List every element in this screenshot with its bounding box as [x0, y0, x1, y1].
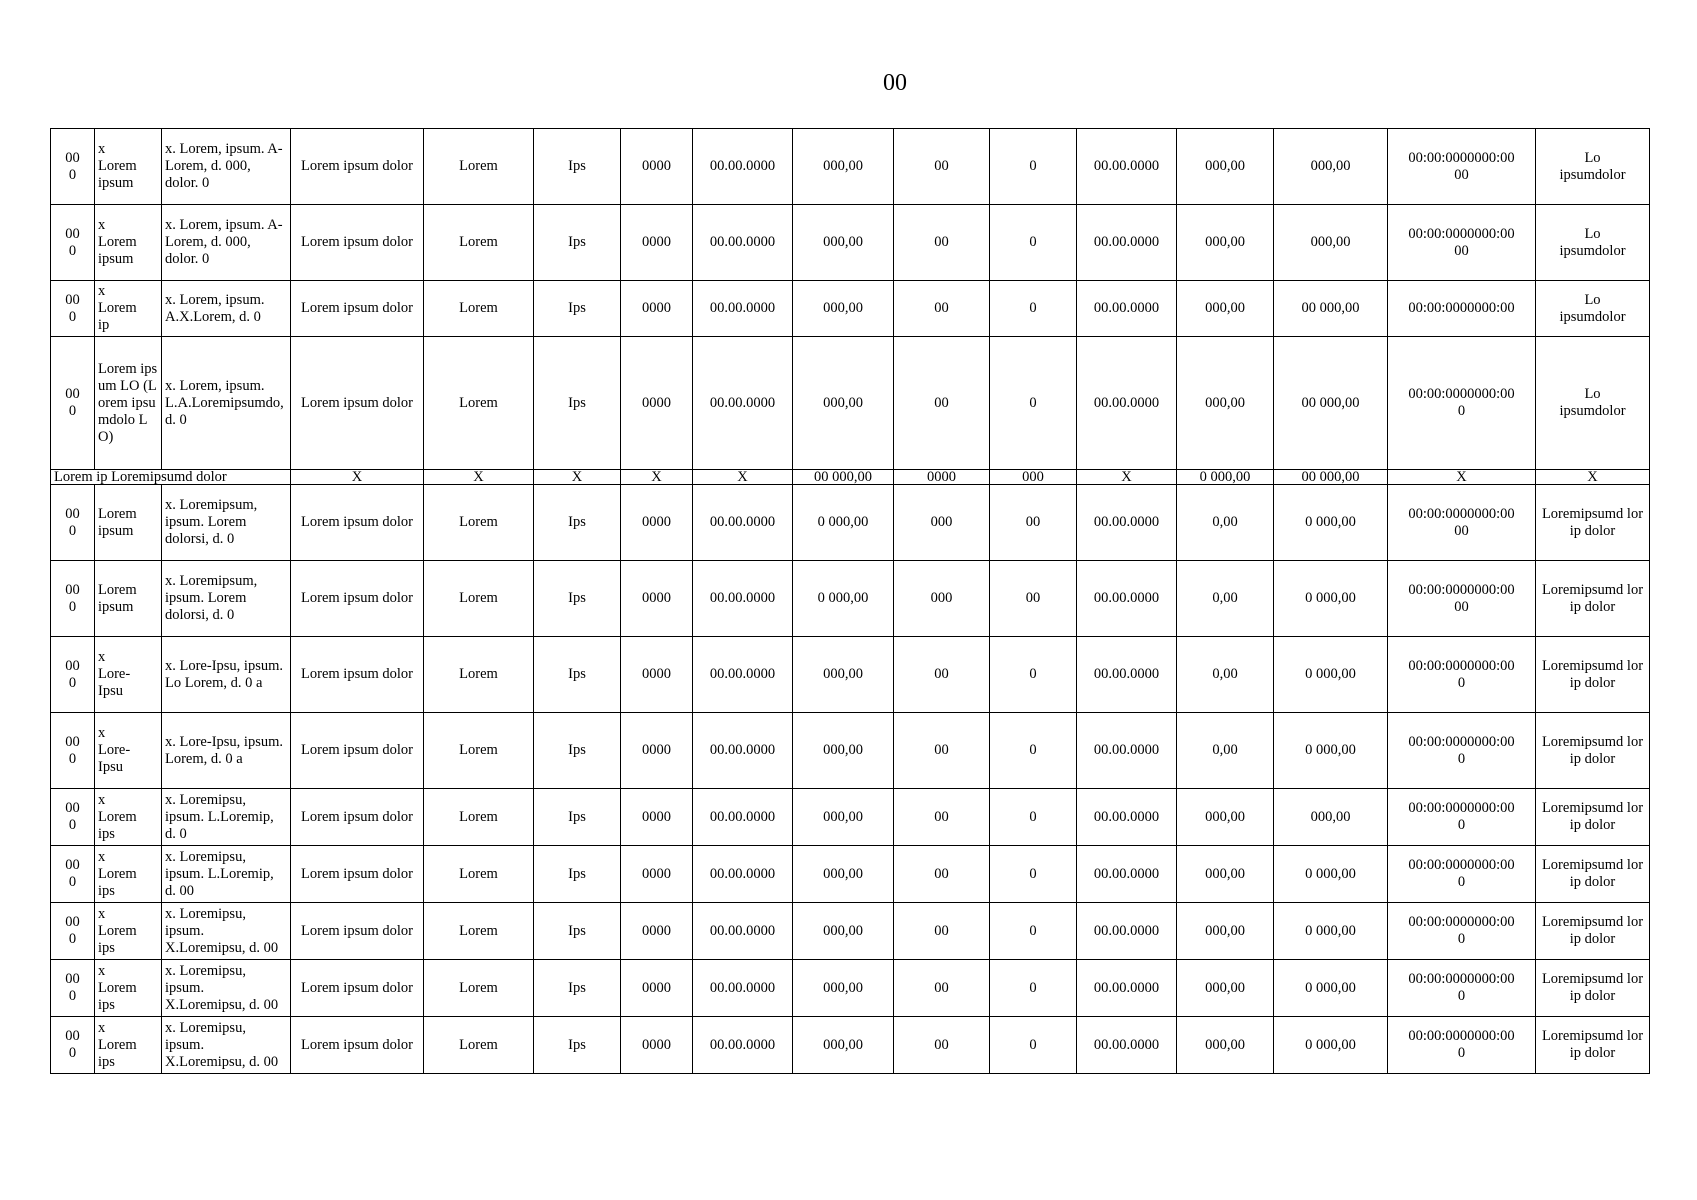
- cell-area-resettled: 000,00: [1177, 789, 1274, 846]
- cell-land-status: Lo ipsumdolor: [1536, 337, 1650, 470]
- cell-cadastral-number: 00:00:0000000:00 0: [1388, 789, 1536, 846]
- cell-land-status: Loremipsumd lor ip dolor: [1536, 846, 1650, 903]
- cell-resettlement-deadline: 00.00.0000: [1077, 561, 1177, 637]
- cell-address: x. Loremipsum, ipsum. Lorem dolorsi, d. 0: [162, 485, 291, 561]
- cell-build-year: 0000: [621, 485, 693, 561]
- cell-apartments: 0: [990, 337, 1077, 470]
- cell-cost: 0 000,00: [1274, 485, 1388, 561]
- total-date: X: [693, 470, 793, 485]
- cell-cadastral-number: 00:00:0000000:00 0: [1388, 713, 1536, 789]
- cell-apartments: 0: [990, 960, 1077, 1017]
- cell-row-number: 00 0: [51, 846, 95, 903]
- cell-residents: 00: [894, 1017, 990, 1074]
- cell-row-number: 00 0: [51, 281, 95, 337]
- cell-recognition-date: 00.00.0000: [693, 637, 793, 713]
- cell-row-number: 00 0: [51, 129, 95, 205]
- cell-recognition-date: 00.00.0000: [693, 337, 793, 470]
- total-area2: 0 000,00: [1177, 470, 1274, 485]
- cell-row-number: 00 0: [51, 637, 95, 713]
- cell-residents: 00: [894, 637, 990, 713]
- cell-row-number: 00 0: [51, 713, 95, 789]
- cell-row-number: 00 0: [51, 485, 95, 561]
- cell-residents: 00: [894, 903, 990, 960]
- cell-row-number: 00 0: [51, 1017, 95, 1074]
- cell-building-type: Lorem ipsum dolor: [291, 903, 424, 960]
- cell-recognition-date: 00.00.0000: [693, 129, 793, 205]
- cell-area-resettled: 000,00: [1177, 1017, 1274, 1074]
- cell-residents: 00: [894, 281, 990, 337]
- cell-build-year: 0000: [621, 903, 693, 960]
- cell-resettlement-deadline: 00.00.0000: [1077, 281, 1177, 337]
- cell-flag: Ips: [534, 846, 621, 903]
- cell-area-resettled: 0,00: [1177, 637, 1274, 713]
- cell-build-year: 0000: [621, 846, 693, 903]
- cell-build-year: 0000: [621, 713, 693, 789]
- cell-apartments: 0: [990, 205, 1077, 281]
- cell-area-resettled: 0,00: [1177, 561, 1274, 637]
- cell-build-year: 0000: [621, 960, 693, 1017]
- cell-total-area: 000,00: [793, 205, 894, 281]
- cell-resettlement-deadline: 00.00.0000: [1077, 789, 1177, 846]
- cell-cost: 00 000,00: [1274, 337, 1388, 470]
- cell-area-resettled: 000,00: [1177, 903, 1274, 960]
- cell-condition: Lorem: [424, 281, 534, 337]
- cell-address: x. Lore-Ipsu, ipsum. Lorem, d. 0 a: [162, 713, 291, 789]
- cell-flag: Ips: [534, 903, 621, 960]
- cell-settlement: x Lore- Ipsu: [95, 637, 162, 713]
- total-area: 00 000,00: [793, 470, 894, 485]
- cell-apartments: 0: [990, 903, 1077, 960]
- cell-apartments: 0: [990, 1017, 1077, 1074]
- cell-condition: Lorem: [424, 485, 534, 561]
- cell-residents: 00: [894, 205, 990, 281]
- cell-building-type: Lorem ipsum dolor: [291, 485, 424, 561]
- cell-settlement: x Lorem ips: [95, 846, 162, 903]
- cell-area-resettled: 0,00: [1177, 485, 1274, 561]
- cell-settlement: x Lorem ips: [95, 903, 162, 960]
- cell-row-number: 00 0: [51, 903, 95, 960]
- table-row: [51, 713, 1650, 789]
- cell-address: x. Loremipsu, ipsum. X.Loremipsu, d. 00: [162, 960, 291, 1017]
- total-type: X: [291, 470, 424, 485]
- total-deadline: X: [1077, 470, 1177, 485]
- cell-row-number: 00 0: [51, 337, 95, 470]
- cell-settlement: x Lorem ipsum: [95, 205, 162, 281]
- cell-address: x. Loremipsu, ipsum. X.Loremipsu, d. 00: [162, 903, 291, 960]
- cell-recognition-date: 00.00.0000: [693, 205, 793, 281]
- cell-apartments: 0: [990, 129, 1077, 205]
- cell-cadastral-number: 00:00:0000000:00: [1388, 281, 1536, 337]
- total-status: X: [1536, 470, 1650, 485]
- cell-row-number: 00 0: [51, 561, 95, 637]
- cell-building-type: Lorem ipsum dolor: [291, 960, 424, 1017]
- cell-land-status: Loremipsumd lor ip dolor: [1536, 637, 1650, 713]
- cell-apartments: 0: [990, 713, 1077, 789]
- cell-apartments: 0: [990, 846, 1077, 903]
- cell-flag: Ips: [534, 485, 621, 561]
- rows-group-total: [51, 470, 1650, 485]
- cell-build-year: 0000: [621, 205, 693, 281]
- cell-condition: Lorem: [424, 960, 534, 1017]
- cell-apartments: 00: [990, 485, 1077, 561]
- cell-flag: Ips: [534, 960, 621, 1017]
- cell-land-status: Loremipsumd lor ip dolor: [1536, 903, 1650, 960]
- cell-settlement: x Lorem ip: [95, 281, 162, 337]
- table-row: [51, 846, 1650, 903]
- cell-address: x. Loremipsu, ipsum. X.Loremipsu, d. 00: [162, 1017, 291, 1074]
- cell-residents: 00: [894, 337, 990, 470]
- cell-total-area: 000,00: [793, 337, 894, 470]
- cell-recognition-date: 00.00.0000: [693, 485, 793, 561]
- cell-recognition-date: 00.00.0000: [693, 960, 793, 1017]
- cell-condition: Lorem: [424, 129, 534, 205]
- cell-total-area: 0 000,00: [793, 485, 894, 561]
- cell-area-resettled: 000,00: [1177, 281, 1274, 337]
- cell-residents: 000: [894, 561, 990, 637]
- total-cadastral: X: [1388, 470, 1536, 485]
- cell-cost: 0 000,00: [1274, 637, 1388, 713]
- cell-condition: Lorem: [424, 903, 534, 960]
- cell-building-type: Lorem ipsum dolor: [291, 205, 424, 281]
- cell-cost: 00 000,00: [1274, 281, 1388, 337]
- total-year: X: [621, 470, 693, 485]
- cell-recognition-date: 00.00.0000: [693, 846, 793, 903]
- table-row: [51, 1017, 1650, 1074]
- total-condition: X: [424, 470, 534, 485]
- cell-cost: 0 000,00: [1274, 713, 1388, 789]
- cell-cadastral-number: 00:00:0000000:00 0: [1388, 337, 1536, 470]
- table-row: [51, 903, 1650, 960]
- cell-build-year: 0000: [621, 1017, 693, 1074]
- table-row: [51, 960, 1650, 1017]
- cell-apartments: 00: [990, 561, 1077, 637]
- cell-cadastral-number: 00:00:0000000:00 0: [1388, 960, 1536, 1017]
- cell-residents: 00: [894, 960, 990, 1017]
- cell-flag: Ips: [534, 281, 621, 337]
- cell-condition: Lorem: [424, 1017, 534, 1074]
- cell-condition: Lorem: [424, 846, 534, 903]
- cell-condition: Lorem: [424, 713, 534, 789]
- cell-row-number: 00 0: [51, 960, 95, 1017]
- cell-build-year: 0000: [621, 281, 693, 337]
- cell-build-year: 0000: [621, 789, 693, 846]
- cell-cadastral-number: 00:00:0000000:00 00: [1388, 205, 1536, 281]
- cell-building-type: Lorem ipsum dolor: [291, 281, 424, 337]
- cell-build-year: 0000: [621, 561, 693, 637]
- cell-land-status: Lo ipsumdolor: [1536, 281, 1650, 337]
- cell-land-status: Loremipsumd lor ip dolor: [1536, 713, 1650, 789]
- cell-cost: 0 000,00: [1274, 561, 1388, 637]
- table-row: [51, 637, 1650, 713]
- cell-residents: 000: [894, 485, 990, 561]
- cell-row-number: 00 0: [51, 205, 95, 281]
- cell-cadastral-number: 00:00:0000000:00 0: [1388, 846, 1536, 903]
- cell-total-area: 000,00: [793, 846, 894, 903]
- cell-resettlement-deadline: 00.00.0000: [1077, 960, 1177, 1017]
- cell-flag: Ips: [534, 337, 621, 470]
- table-row: [51, 129, 1650, 205]
- cell-row-number: 00 0: [51, 789, 95, 846]
- table-row: [51, 281, 1650, 337]
- cell-cadastral-number: 00:00:0000000:00 0: [1388, 903, 1536, 960]
- cell-land-status: Loremipsumd lor ip dolor: [1536, 789, 1650, 846]
- cell-address: x. Lorem, ipsum. A- Lorem, d. 000, dolor. 0: [162, 205, 291, 281]
- total-flag: X: [534, 470, 621, 485]
- table-row: [51, 337, 1650, 470]
- cell-recognition-date: 00.00.0000: [693, 1017, 793, 1074]
- cell-building-type: Lorem ipsum dolor: [291, 846, 424, 903]
- cell-total-area: 000,00: [793, 903, 894, 960]
- cell-condition: Lorem: [424, 205, 534, 281]
- cell-condition: Lorem: [424, 337, 534, 470]
- table-row: [51, 561, 1650, 637]
- table-row: [51, 789, 1650, 846]
- table-row: [51, 485, 1650, 561]
- cell-total-area: 000,00: [793, 129, 894, 205]
- cell-total-area: 000,00: [793, 789, 894, 846]
- cell-address: x. Lorem, ipsum. L.A.Loremipsumdo, d. 0: [162, 337, 291, 470]
- cell-cost: 000,00: [1274, 205, 1388, 281]
- cell-settlement: x Lorem ipsum: [95, 129, 162, 205]
- cell-resettlement-deadline: 00.00.0000: [1077, 846, 1177, 903]
- cell-building-type: Lorem ipsum dolor: [291, 337, 424, 470]
- cell-area-resettled: 000,00: [1177, 846, 1274, 903]
- cell-address: x. Lorem, ipsum. A- Lorem, d. 000, dolor. 0: [162, 129, 291, 205]
- cell-settlement: x Lorem ips: [95, 789, 162, 846]
- cell-flag: Ips: [534, 1017, 621, 1074]
- cell-total-area: 000,00: [793, 960, 894, 1017]
- cell-residents: 00: [894, 789, 990, 846]
- cell-land-status: Loremipsumd lor ip dolor: [1536, 485, 1650, 561]
- cell-settlement: x Lore- Ipsu: [95, 713, 162, 789]
- cell-building-type: Lorem ipsum dolor: [291, 789, 424, 846]
- cell-building-type: Lorem ipsum dolor: [291, 713, 424, 789]
- rows-group-bottom: [51, 485, 1650, 1074]
- cell-flag: Ips: [534, 789, 621, 846]
- cell-resettlement-deadline: 00.00.0000: [1077, 637, 1177, 713]
- cell-apartments: 0: [990, 281, 1077, 337]
- cell-building-type: Lorem ipsum dolor: [291, 561, 424, 637]
- cell-land-status: Loremipsumd lor ip dolor: [1536, 1017, 1650, 1074]
- table-row: [51, 205, 1650, 281]
- rows-group-top: [51, 129, 1650, 470]
- total-label: Lorem ip Loremipsumd dolor: [51, 470, 291, 485]
- cell-residents: 00: [894, 129, 990, 205]
- cell-settlement: x Lorem ips: [95, 1017, 162, 1074]
- total-residents: 0000: [894, 470, 990, 485]
- cell-resettlement-deadline: 00.00.0000: [1077, 205, 1177, 281]
- cell-area-resettled: 0,00: [1177, 713, 1274, 789]
- cell-total-area: 000,00: [793, 637, 894, 713]
- cell-cadastral-number: 00:00:0000000:00 0: [1388, 637, 1536, 713]
- cell-condition: Lorem: [424, 561, 534, 637]
- cell-recognition-date: 00.00.0000: [693, 789, 793, 846]
- cell-residents: 00: [894, 846, 990, 903]
- cell-recognition-date: 00.00.0000: [693, 561, 793, 637]
- cell-resettlement-deadline: 00.00.0000: [1077, 485, 1177, 561]
- cell-flag: Ips: [534, 637, 621, 713]
- cell-building-type: Lorem ipsum dolor: [291, 637, 424, 713]
- cell-settlement: Lorem ipsum: [95, 561, 162, 637]
- total-cost: 00 000,00: [1274, 470, 1388, 485]
- cell-flag: Ips: [534, 561, 621, 637]
- cell-address: x. Loremipsu, ipsum. L.Loremip, d. 00: [162, 846, 291, 903]
- page-number: 00: [883, 70, 907, 96]
- cell-settlement: Lorem ipsum LO (Lorem ipsumdolo LO): [95, 337, 162, 470]
- cell-apartments: 0: [990, 637, 1077, 713]
- cell-apartments: 0: [990, 789, 1077, 846]
- cell-area-resettled: 000,00: [1177, 960, 1274, 1017]
- cell-resettlement-deadline: 00.00.0000: [1077, 903, 1177, 960]
- cell-total-area: 0 000,00: [793, 561, 894, 637]
- cell-land-status: Loremipsumd lor ip dolor: [1536, 960, 1650, 1017]
- cell-address: x. Loremipsu, ipsum. L.Loremip, d. 0: [162, 789, 291, 846]
- cell-land-status: Lo ipsumdolor: [1536, 205, 1650, 281]
- cell-total-area: 000,00: [793, 281, 894, 337]
- cell-cost: 0 000,00: [1274, 1017, 1388, 1074]
- cell-cadastral-number: 00:00:0000000:00 0: [1388, 1017, 1536, 1074]
- cell-cadastral-number: 00:00:0000000:00 00: [1388, 561, 1536, 637]
- cell-building-type: Lorem ipsum dolor: [291, 129, 424, 205]
- cell-cost: 000,00: [1274, 789, 1388, 846]
- cell-flag: Ips: [534, 205, 621, 281]
- cell-cadastral-number: 00:00:0000000:00 00: [1388, 485, 1536, 561]
- cell-condition: Lorem: [424, 637, 534, 713]
- cell-resettlement-deadline: 00.00.0000: [1077, 1017, 1177, 1074]
- cell-flag: Ips: [534, 713, 621, 789]
- cell-recognition-date: 00.00.0000: [693, 903, 793, 960]
- cell-total-area: 000,00: [793, 713, 894, 789]
- cell-condition: Lorem: [424, 789, 534, 846]
- cell-build-year: 0000: [621, 129, 693, 205]
- cell-total-area: 000,00: [793, 1017, 894, 1074]
- cell-recognition-date: 00.00.0000: [693, 281, 793, 337]
- cell-building-type: Lorem ipsum dolor: [291, 1017, 424, 1074]
- cell-cost: 0 000,00: [1274, 903, 1388, 960]
- cell-resettlement-deadline: 00.00.0000: [1077, 129, 1177, 205]
- cell-settlement: Lorem ipsum: [95, 485, 162, 561]
- cell-land-status: Loremipsumd lor ip dolor: [1536, 561, 1650, 637]
- cell-address: x. Lore-Ipsu, ipsum. Lo Lorem, d. 0 a: [162, 637, 291, 713]
- cell-cadastral-number: 00:00:0000000:00 00: [1388, 129, 1536, 205]
- cell-land-status: Lo ipsumdolor: [1536, 129, 1650, 205]
- cell-cost: 000,00: [1274, 129, 1388, 205]
- cell-build-year: 0000: [621, 637, 693, 713]
- cell-settlement: x Lorem ips: [95, 960, 162, 1017]
- cell-flag: Ips: [534, 129, 621, 205]
- cell-area-resettled: 000,00: [1177, 337, 1274, 470]
- housing-registry-table: [50, 128, 1650, 1074]
- cell-address: x. Loremipsum, ipsum. Lorem dolorsi, d. 0: [162, 561, 291, 637]
- cell-resettlement-deadline: 00.00.0000: [1077, 337, 1177, 470]
- cell-recognition-date: 00.00.0000: [693, 713, 793, 789]
- total-apartments: 000: [990, 470, 1077, 485]
- cell-area-resettled: 000,00: [1177, 129, 1274, 205]
- cell-address: x. Lorem, ipsum. A.X.Lorem, d. 0: [162, 281, 291, 337]
- cell-residents: 00: [894, 713, 990, 789]
- cell-cost: 0 000,00: [1274, 846, 1388, 903]
- cell-build-year: 0000: [621, 337, 693, 470]
- cell-resettlement-deadline: 00.00.0000: [1077, 713, 1177, 789]
- cell-area-resettled: 000,00: [1177, 205, 1274, 281]
- cell-cost: 0 000,00: [1274, 960, 1388, 1017]
- district-total-row: [51, 470, 1650, 485]
